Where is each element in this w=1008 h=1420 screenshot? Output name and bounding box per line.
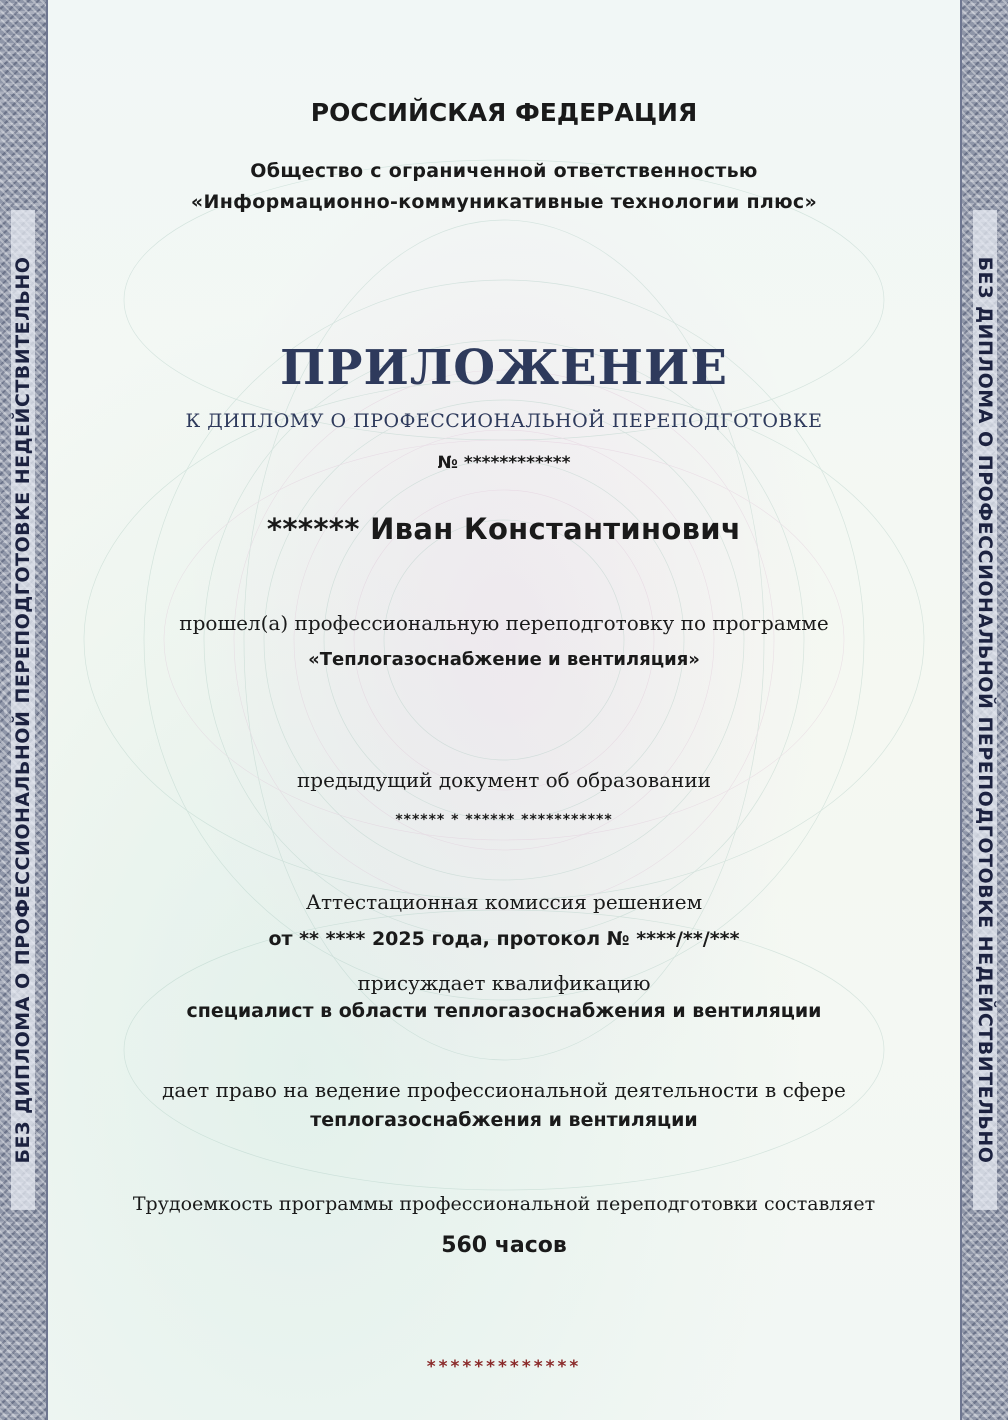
holder-full-name: ****** Иван Константинович [266, 512, 742, 546]
rights-label: дает право на ведение профессиональной деятельности в сфере [162, 1078, 846, 1102]
commission-decision: от ** **** 2025 года, протокол № ****/**/*** [268, 928, 740, 950]
organization-name: «Информационно-коммуникативные технологии плюс» [190, 191, 818, 213]
program-label: прошел(а) профессиональную переподготовку по программе [179, 611, 829, 635]
qualification-value: специалист в области теплогазоснабжения и вентиляции [186, 1000, 822, 1022]
program-name: «Теплогазоснабжение и вентиляция» [308, 649, 700, 670]
left-security-border [0, 0, 48, 1420]
previous-education-value: ****** * ****** *********** [395, 812, 613, 828]
previous-education-label: предыдущий документ об образовании [296, 768, 712, 792]
rights-value: теплогазоснабжения и вентиляции [310, 1109, 698, 1131]
document-content [48, 0, 960, 1420]
document-number: № ************ [437, 453, 571, 473]
country-heading: РОССИЙСКАЯ ФЕДЕРАЦИЯ [310, 98, 698, 127]
right-border-text: БЕЗ ДИПЛОМА О ПРОФЕССИОНАЛЬНОЙ ПЕРЕПОДГОТОВКЕ НЕДЕЙСТВИТЕЛЬНО [973, 210, 997, 1210]
workload-value: 560 часов [441, 1233, 567, 1258]
document-subtitle: К ДИПЛОМУ О ПРОФЕССИОНАЛЬНОЙ ПЕРЕПОДГОТОВКЕ [185, 410, 823, 432]
right-security-border [960, 0, 1008, 1420]
footer-serial: ************* [426, 1357, 582, 1377]
workload-label: Трудоемкость программы профессиональной переподготовки составляет [132, 1193, 876, 1215]
left-border-text: БЕЗ ДИПЛОМА О ПРОФЕССИОНАЛЬНОЙ ПЕРЕПОДГОТОВКЕ НЕДЕЙСТВИТЕЛЬНО [11, 210, 35, 1210]
commission-label: Аттестационная комиссия решением [305, 890, 703, 914]
document-title: ПРИЛОЖЕНИЕ [280, 340, 728, 396]
organization-type: Общество с ограниченной ответственностью [250, 160, 758, 182]
qualification-label: присуждает квалификацию [357, 971, 651, 995]
